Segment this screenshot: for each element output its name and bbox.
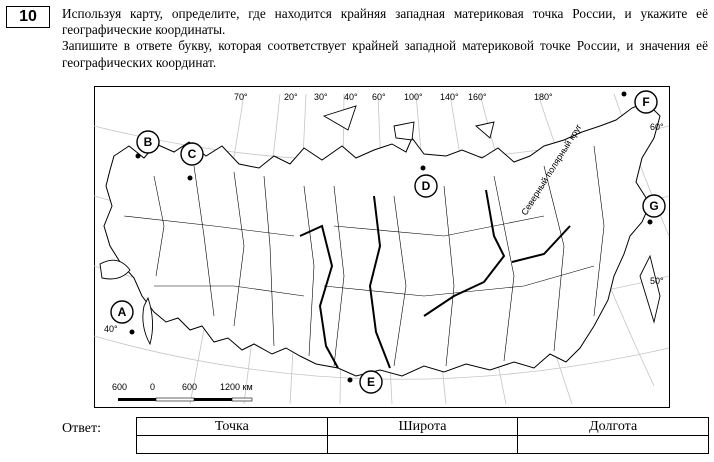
svg-text:F: F xyxy=(642,95,650,109)
marker-a xyxy=(111,301,133,323)
svg-text:C: C xyxy=(187,147,197,161)
answer-table xyxy=(136,417,709,454)
svg-text:D: D xyxy=(421,179,431,193)
svg-text:B: B xyxy=(143,135,153,149)
marker-c xyxy=(181,143,203,165)
svg-text:G: G xyxy=(649,199,659,213)
lat-label-60: 60° xyxy=(650,122,664,132)
scale-label-0: 0 xyxy=(150,382,156,392)
lon-label-8: 160° xyxy=(468,92,487,102)
marker-g xyxy=(643,195,665,217)
question-number: 10 xyxy=(6,6,50,28)
lon-label-3: 30° xyxy=(314,92,328,102)
answer-longitude-cell[interactable] xyxy=(518,436,709,454)
lon-label-6: 100° xyxy=(404,92,423,102)
answer-label: Ответ: xyxy=(62,421,101,436)
answer-header-row xyxy=(137,418,709,436)
answer-point-cell[interactable] xyxy=(137,436,328,454)
lon-label-1: 70° xyxy=(234,92,248,102)
lon-label-2: 20° xyxy=(284,92,298,102)
question-paragraph-1: Используя карту, определите, где находится крайняя западная материковая точка России, и укажите её географические координаты. xyxy=(62,6,708,38)
answer-col-point: Точка xyxy=(137,418,328,436)
russia-map xyxy=(94,86,670,408)
lon-label-5: 60° xyxy=(372,92,386,102)
marker-f xyxy=(635,91,657,113)
lon-label-9: 180° xyxy=(534,92,553,102)
marker-e xyxy=(360,371,382,393)
lon-label-4: 40° xyxy=(344,92,358,102)
marker-b xyxy=(137,131,159,153)
arctic-circle-label: Северный полярный круг xyxy=(519,122,584,218)
lon-label-7: 140° xyxy=(440,92,459,102)
question-text xyxy=(62,6,708,71)
answer-col-latitude: Широта xyxy=(327,418,518,436)
svg-text:E: E xyxy=(366,375,376,389)
scale-label-1200: 1200 км xyxy=(220,382,253,392)
answer-latitude-cell[interactable] xyxy=(327,436,518,454)
answer-col-longitude: Долгота xyxy=(518,418,709,436)
scale-label-600-right: 600 xyxy=(182,382,198,392)
lat-label-50: 50° xyxy=(650,276,664,286)
svg-text:A: A xyxy=(117,305,127,319)
marker-d xyxy=(415,175,437,197)
lat-label-40: 40° xyxy=(104,324,118,334)
scale-label-600-left: 600 xyxy=(112,382,128,392)
answer-input-row xyxy=(137,436,709,454)
question-paragraph-2: Запишите в ответе букву, которая соответствует крайней западной материковой точке России, и значения её географических координат. xyxy=(62,38,708,70)
